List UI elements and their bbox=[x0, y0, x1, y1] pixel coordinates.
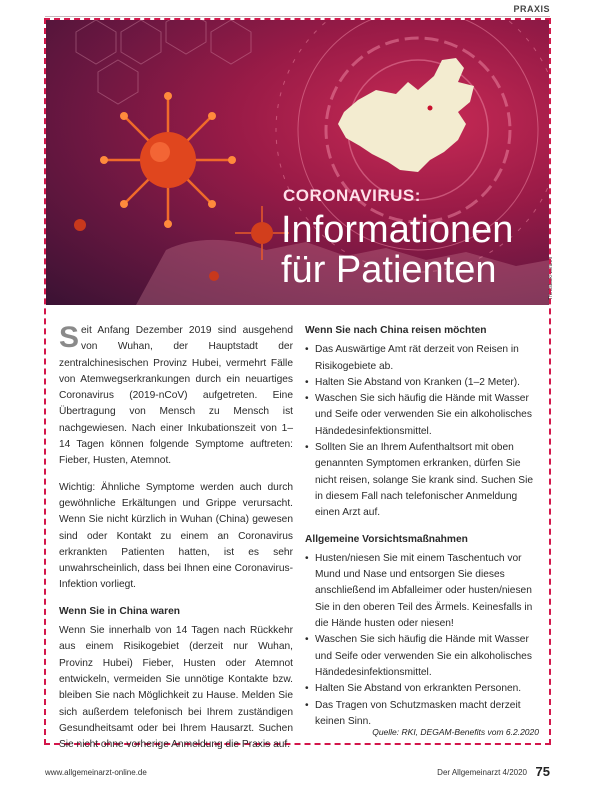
list-item: • Sollten Sie an Ihrem Aufenthaltsort mit oben genannten Symptomen erkranken, dürfen Sie nicht reisen, solange Sie krank sind. Suchen Sie in diesem Fall nach telefonischer Anmeldung einen Arzt auf. bbox=[305, 440, 539, 521]
header-rule bbox=[45, 16, 550, 17]
china-heading: Wenn Sie in China waren bbox=[59, 605, 180, 617]
hero-kicker: CORONAVIRUS: bbox=[283, 186, 421, 205]
travel-heading: Wenn Sie nach China reisen möchten bbox=[305, 325, 487, 336]
photo-credit: Thinkstock/ zoranm bbox=[548, 256, 554, 300]
general-list bbox=[305, 551, 539, 730]
list-item: • Waschen Sie sich häufig die Hände mit Wasser und Seife oder verwenden Sie ein alkoholisches Händedesinfektionsmittel. bbox=[305, 391, 539, 440]
note-paragraph: Wichtig: Ähnliche Symptome werden auch durch gewöhnliche Erkältungen und Grippe verursacht. Wenn Sie nicht kürzlich in Wuhan (China) gewesen sind oder Kontakt zu einem an Coronavirus erkrankten Patienten hatten, ist es sehr unwahrscheinlich, dass bei Ihnen eine Coronavirus-Infektion vorliegt. bbox=[59, 481, 293, 591]
list-item: • Halten Sie Abstand von erkrankten Personen. bbox=[305, 681, 539, 697]
intro-text: eit Anfang Dezember 2019 sind ausgehend von Wuhan, der Hauptstadt der zentralchinesischen Provinz Hubei, vermehrt Fälle von Atemwegserkrankungen durch ein neuartiges Coronavirus (2019-nCoV) aufgetreten. Eine Übertragung von Mensch zu Mensch ist nachgewiesen. Nach einer Inkubationszeit von 1–14 Tagen können folgende Symptome auftreten: Fieber, Husten, Atemnot. bbox=[59, 325, 293, 467]
list-item: • Halten Sie Abstand von Kranken (1–2 Meter). bbox=[305, 375, 539, 391]
right-column bbox=[305, 323, 539, 740]
list-item: • Husten/niesen Sie mit einem Taschentuch vor Mund und Nase und entsorgen Sie dieses anschließend im Abfalleimer oder husten/niesen Sie in den oberen Teil des Ärmels. Keinesfalls in die Hände husten oder niesen! bbox=[305, 551, 539, 632]
china-paragraph: Wenn Sie innerhalb von 14 Tagen nach Rückkehr aus einem Risikogebiet (derzeit nur Wuhan, Provinz Hubei) Fieber, Husten oder Atemnot entwickeln, vermeiden Sie unnötige Kontakte bzw. bleiben Sie nach Möglichkeit zu Hause. Melden Sie sich außerdem telefonisch bei Ihrem zuständigen Gesundheitsamt oder bei Ihrem Hausarzt. Suchen Sie nicht ohne vorherige Anmeldung die Praxis auf. bbox=[59, 625, 293, 751]
drop-cap: S bbox=[59, 321, 80, 354]
title-line-2: für Patienten bbox=[281, 249, 497, 291]
footer-url[interactable]: www.allgemeinarzt-online.de bbox=[45, 768, 147, 777]
intro-paragraph bbox=[59, 323, 293, 470]
section-label: PRAXIS bbox=[513, 4, 550, 14]
list-item: • Waschen Sie sich häufig die Hände mit Wasser und Seife oder verwenden Sie ein alkoholisches Händedesinfektionsmittel. bbox=[305, 632, 539, 681]
source-note: Quelle: RKI, DEGAM-Benefits vom 6.2.2020 bbox=[372, 727, 539, 737]
general-heading: Allgemeine Vorsichtsmaßnahmen bbox=[305, 533, 468, 545]
list-item: • Das Tragen von Schutzmasken macht derzeit keinen Sinn. bbox=[305, 698, 539, 731]
left-column bbox=[59, 323, 293, 763]
footer-magazine: Der Allgemeinarzt 4/2020 bbox=[437, 768, 527, 777]
list-item: • Das Auswärtige Amt rät derzeit von Reisen in Risikogebiete ab. bbox=[305, 342, 539, 375]
travel-list bbox=[305, 342, 539, 521]
page-number: 75 bbox=[535, 764, 550, 779]
title-line-1: Informationen bbox=[281, 209, 514, 251]
